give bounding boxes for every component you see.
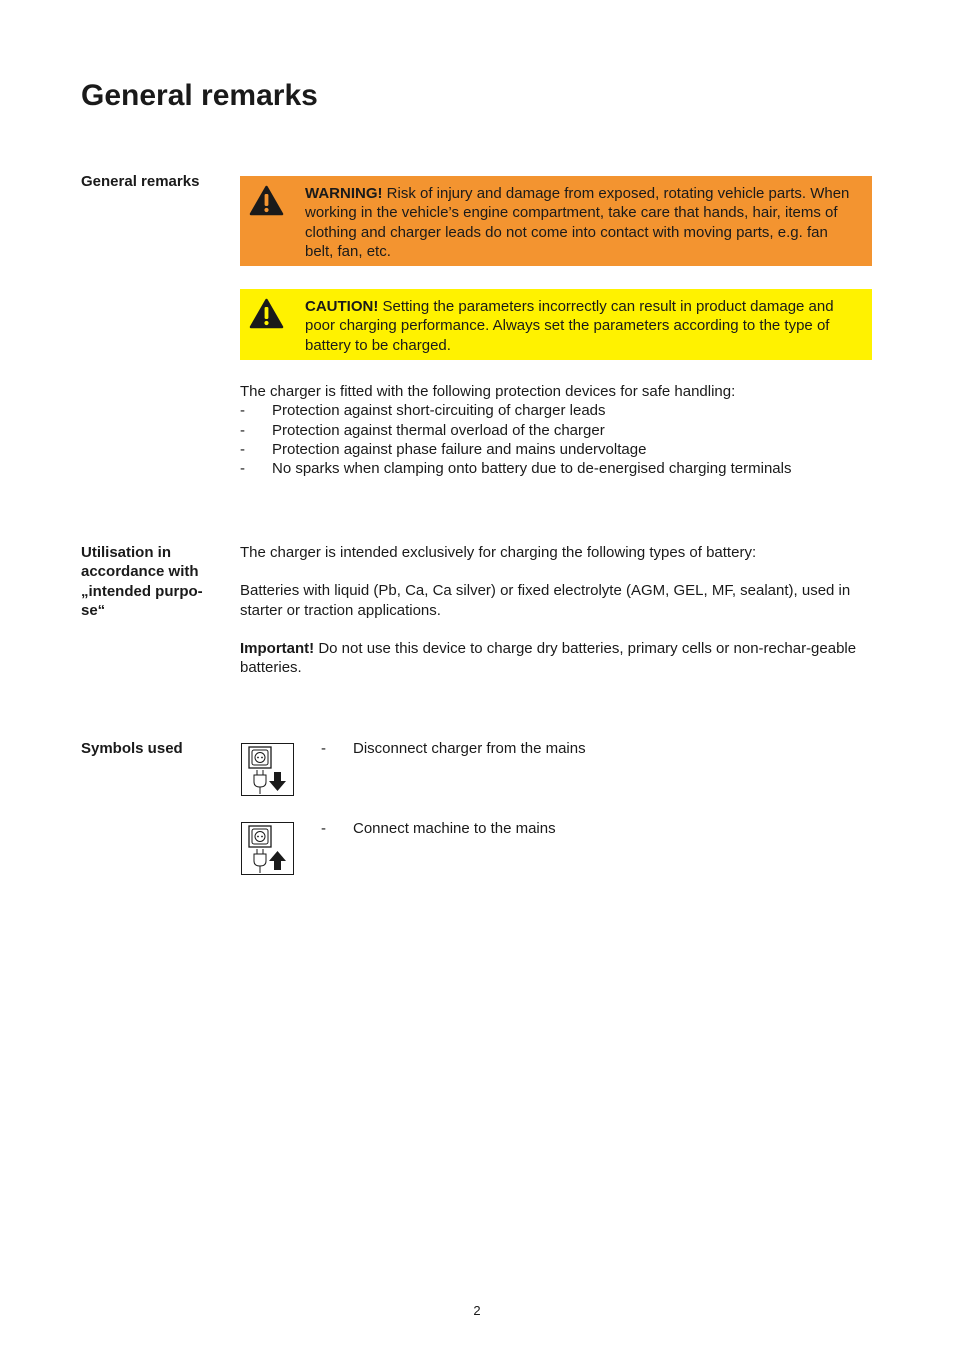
symbol-connect-text: Connect machine to the mains [353, 820, 556, 837]
caution-text: Setting the parameters incorrectly can result in product damage and poor charging performance. Always set the parameters according to the type of battery to be charged. [305, 298, 834, 354]
caution-label: CAUTION! [305, 298, 379, 315]
plug-disconnect-icon [241, 743, 294, 796]
symbol-dash: - [321, 740, 326, 757]
section-heading-general: General remarks [81, 173, 200, 190]
list-item: - Protection against phase failure and mains undervoltage [240, 440, 647, 458]
protection-intro: The charger is fitted with the following protection devices for safe handling: [240, 383, 736, 400]
utilisation-intro: The charger is intended exclusively for charging the following types of battery: [240, 544, 757, 561]
symbol-disconnect-text: Disconnect charger from the mains [353, 740, 586, 757]
warning-text: Risk of injury and damage from exposed, rotating vehicle parts. When working in the vehicle’s engine compartment, take care that hands, hair, items of clothing and charger leads do not come into contact with moving parts, e.g. fan belt, fan, etc. [305, 185, 850, 260]
protection-list [240, 401, 872, 478]
list-item: - No sparks when clamping onto battery due to de-energised charging terminals [240, 460, 792, 478]
page-title: General remarks [81, 79, 318, 112]
list-item: - Protection against short-circuiting of charger leads [240, 402, 606, 420]
section-heading-utilisation: Utilisation in accordance with „intended purpo-se“ [81, 544, 203, 619]
caution-box [240, 289, 872, 360]
warning-label: WARNING! [305, 185, 383, 202]
warning-box [240, 176, 872, 266]
section-heading-symbols: Symbols used [81, 740, 183, 757]
protection-block [240, 382, 872, 478]
plug-connect-icon [241, 822, 294, 875]
battery-types: Batteries with liquid (Pb, Ca, Ca silver) or fixed electrolyte (AGM, GEL, MF, sealant), used in starter or traction applications. [240, 582, 851, 619]
utilisation-block [240, 543, 872, 677]
page-number: 2 [473, 1303, 481, 1318]
caution-triangle-icon [249, 298, 284, 329]
important-note: Important! Do not use this device to charge dry batteries, primary cells or non-rechar-geable batteries. [240, 639, 857, 677]
warning-triangle-icon [249, 185, 284, 216]
symbol-dash: - [321, 820, 326, 837]
list-item: - Protection against thermal overload of the charger [240, 421, 605, 439]
